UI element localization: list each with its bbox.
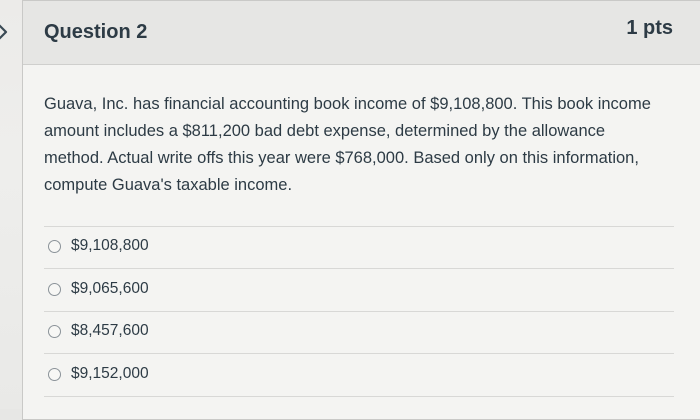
question-points: 1 pts (626, 17, 673, 39)
answer-option-1[interactable] (48, 234, 149, 258)
answer-divider (44, 353, 674, 354)
answer-divider (44, 226, 674, 227)
question-text: Guava, Inc. has financial accounting book income of $9,108,800. This book income amount includes a $811,200 bad debt expense, determined by the allowance method. Actual write offs this year were $768,000. Based only on this information, compute Guava's taxable income. (44, 95, 651, 194)
answer-label: $8,457,600 (71, 322, 149, 339)
question-header (23, 1, 700, 65)
answer-label: $9,108,800 (71, 237, 149, 254)
answer-divider (44, 396, 674, 397)
radio-button[interactable] (48, 240, 61, 253)
radio-button[interactable] (48, 283, 61, 296)
radio-button[interactable] (48, 325, 61, 338)
question-title: Question 2 (44, 21, 148, 43)
radio-button[interactable] (48, 368, 61, 381)
question-card (22, 0, 700, 420)
answer-divider (44, 268, 674, 269)
answer-label: $9,152,000 (71, 365, 149, 382)
answer-option-2[interactable] (48, 277, 149, 301)
chevron-right-icon[interactable] (0, 21, 16, 43)
answer-divider (44, 311, 674, 312)
answer-option-3[interactable] (48, 319, 149, 343)
answer-option-4[interactable] (48, 362, 149, 386)
answer-label: $9,065,600 (71, 280, 149, 297)
